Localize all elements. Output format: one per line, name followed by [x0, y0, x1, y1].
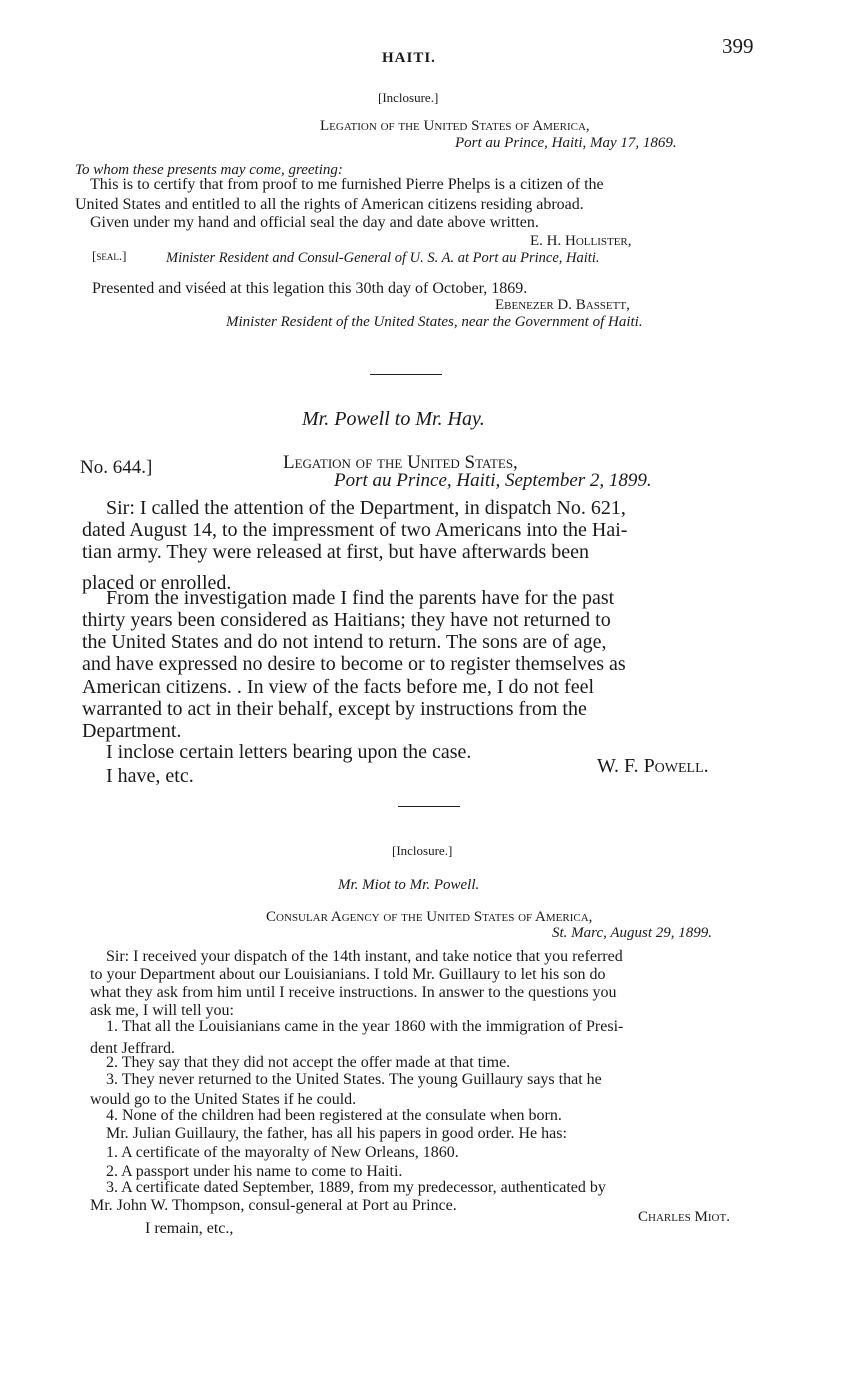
page-number: 399	[722, 34, 754, 58]
letter-place-date: Port au Prince, Haiti, September 2, 1899.	[334, 470, 652, 491]
inclosure-line: 1. That all the Louisianians came in the year 1860 with the immigration of Presi-	[106, 1018, 624, 1035]
letter-line: the United States and do not intend to return. The sons are of age,	[82, 631, 607, 653]
inclosure-line: 2. They say that they did not accept the offer made at that time.	[106, 1054, 511, 1071]
inclosure-line: 3. A certificate dated September, 1889, from my predecessor, authenticated by	[106, 1179, 606, 1196]
certificate-line: United States and entitled to all the rights of American citizens residing abroad.	[75, 196, 584, 213]
inclosure-heading: Mr. Miot to Mr. Powell.	[338, 877, 480, 893]
letter-legation: Legation of the United States,	[283, 452, 518, 473]
visa-title: Minister Resident of the United States, near the Government of Haiti.	[226, 314, 643, 330]
divider	[398, 806, 460, 807]
inclosure-signature: Charles Miot.	[638, 1209, 730, 1225]
visa-line: Presented and viséed at this legation this 30th day of October, 1869.	[92, 280, 528, 297]
certificate-line: Given under my hand and official seal the day and date above written.	[90, 214, 539, 231]
inclosure-line: dent Jeffrard.	[90, 1040, 175, 1057]
letter-line: Department.	[82, 720, 182, 742]
letter-line: I have, etc.	[106, 765, 194, 787]
inclosure-line: Sir: I received your dispatch of the 14th instant, and take notice that you referred	[106, 948, 623, 965]
letter-line: Sir: I called the attention of the Department, in dispatch No. 621,	[106, 497, 626, 519]
legation-heading: Legation of the United States of America,	[320, 118, 590, 134]
running-title: HAITI.	[382, 50, 436, 66]
inclosure-line: 3. They never returned to the United States. The young Guillaury says that he	[106, 1071, 602, 1088]
letter-heading: Mr. Powell to Mr. Hay.	[302, 408, 485, 430]
agency-place-date: St. Marc, August 29, 1899.	[552, 925, 712, 941]
letter-line: American citizens. . In view of the facts before me, I do not feel	[82, 676, 595, 698]
letter-line: and have expressed no desire to become or to register themselves as	[82, 653, 626, 675]
dispatch-number: No. 644.]	[80, 457, 153, 478]
inclosure-label: [Inclosure.]	[378, 90, 439, 105]
divider	[370, 374, 442, 375]
letter-line: dated August 14, to the impressment of two Americans into the Hai-	[82, 519, 628, 541]
inclosure-line: Mr. Julian Guillaury, the father, has all his papers in good order. He has:	[106, 1125, 567, 1142]
inclosure-line: would go to the United States if he could.	[90, 1091, 357, 1108]
letter-line: warranted to act in their behalf, except by instructions from the	[82, 698, 587, 720]
letter-line: tian army. They were released at first, but have afterwards been	[82, 541, 589, 563]
agency-heading: Consular Agency of the United States of America,	[266, 909, 593, 925]
letter-line: I inclose certain letters bearing upon the case.	[106, 741, 472, 763]
inclosure-line: 1. A certificate of the mayoralty of New Orleans, 1860.	[106, 1144, 459, 1161]
inclosure-line: what they ask from him until I receive instructions. In answer to the questions you	[90, 984, 617, 1001]
letter-signature: W. F. Powell.	[597, 755, 709, 777]
inclosure-label: [Inclosure.]	[392, 843, 453, 858]
inclosure-line: ask me, I will tell you:	[90, 1002, 234, 1019]
certificate-line: This is to certify that from proof to me furnished Pierre Phelps is a citizen of the	[90, 176, 604, 193]
place-date: Port au Prince, Haiti, May 17, 1869.	[455, 135, 677, 151]
inclosure-line: Mr. John W. Thompson, consul-general at Port au Prince.	[90, 1197, 457, 1214]
signer-title: Minister Resident and Consul-General of U. S. A. at Port au Prince, Haiti.	[166, 250, 600, 266]
letter-line: From the investigation made I find the parents have for the past	[106, 587, 615, 609]
letter-line: thirty years been considered as Haitians; they have not returned to	[82, 609, 611, 631]
visa-signer: Ebenezer D. Bassett,	[495, 297, 630, 313]
signer-name: E. H. Hollister,	[530, 233, 632, 249]
inclosure-line: I remain, etc.,	[145, 1220, 234, 1237]
greeting: To whom these presents may come, greeting:	[75, 162, 343, 178]
inclosure-line: to your Department about our Louisianians. I told Mr. Guillaury to let his son do	[90, 966, 606, 983]
inclosure-line: 4. None of the children had been registered at the consulate when born.	[106, 1107, 562, 1124]
letter-line: placed or enrolled.	[82, 572, 232, 594]
inclosure-line: 2. A passport under his name to come to Haiti.	[106, 1163, 403, 1180]
seal-mark: [seal.]	[92, 248, 127, 263]
